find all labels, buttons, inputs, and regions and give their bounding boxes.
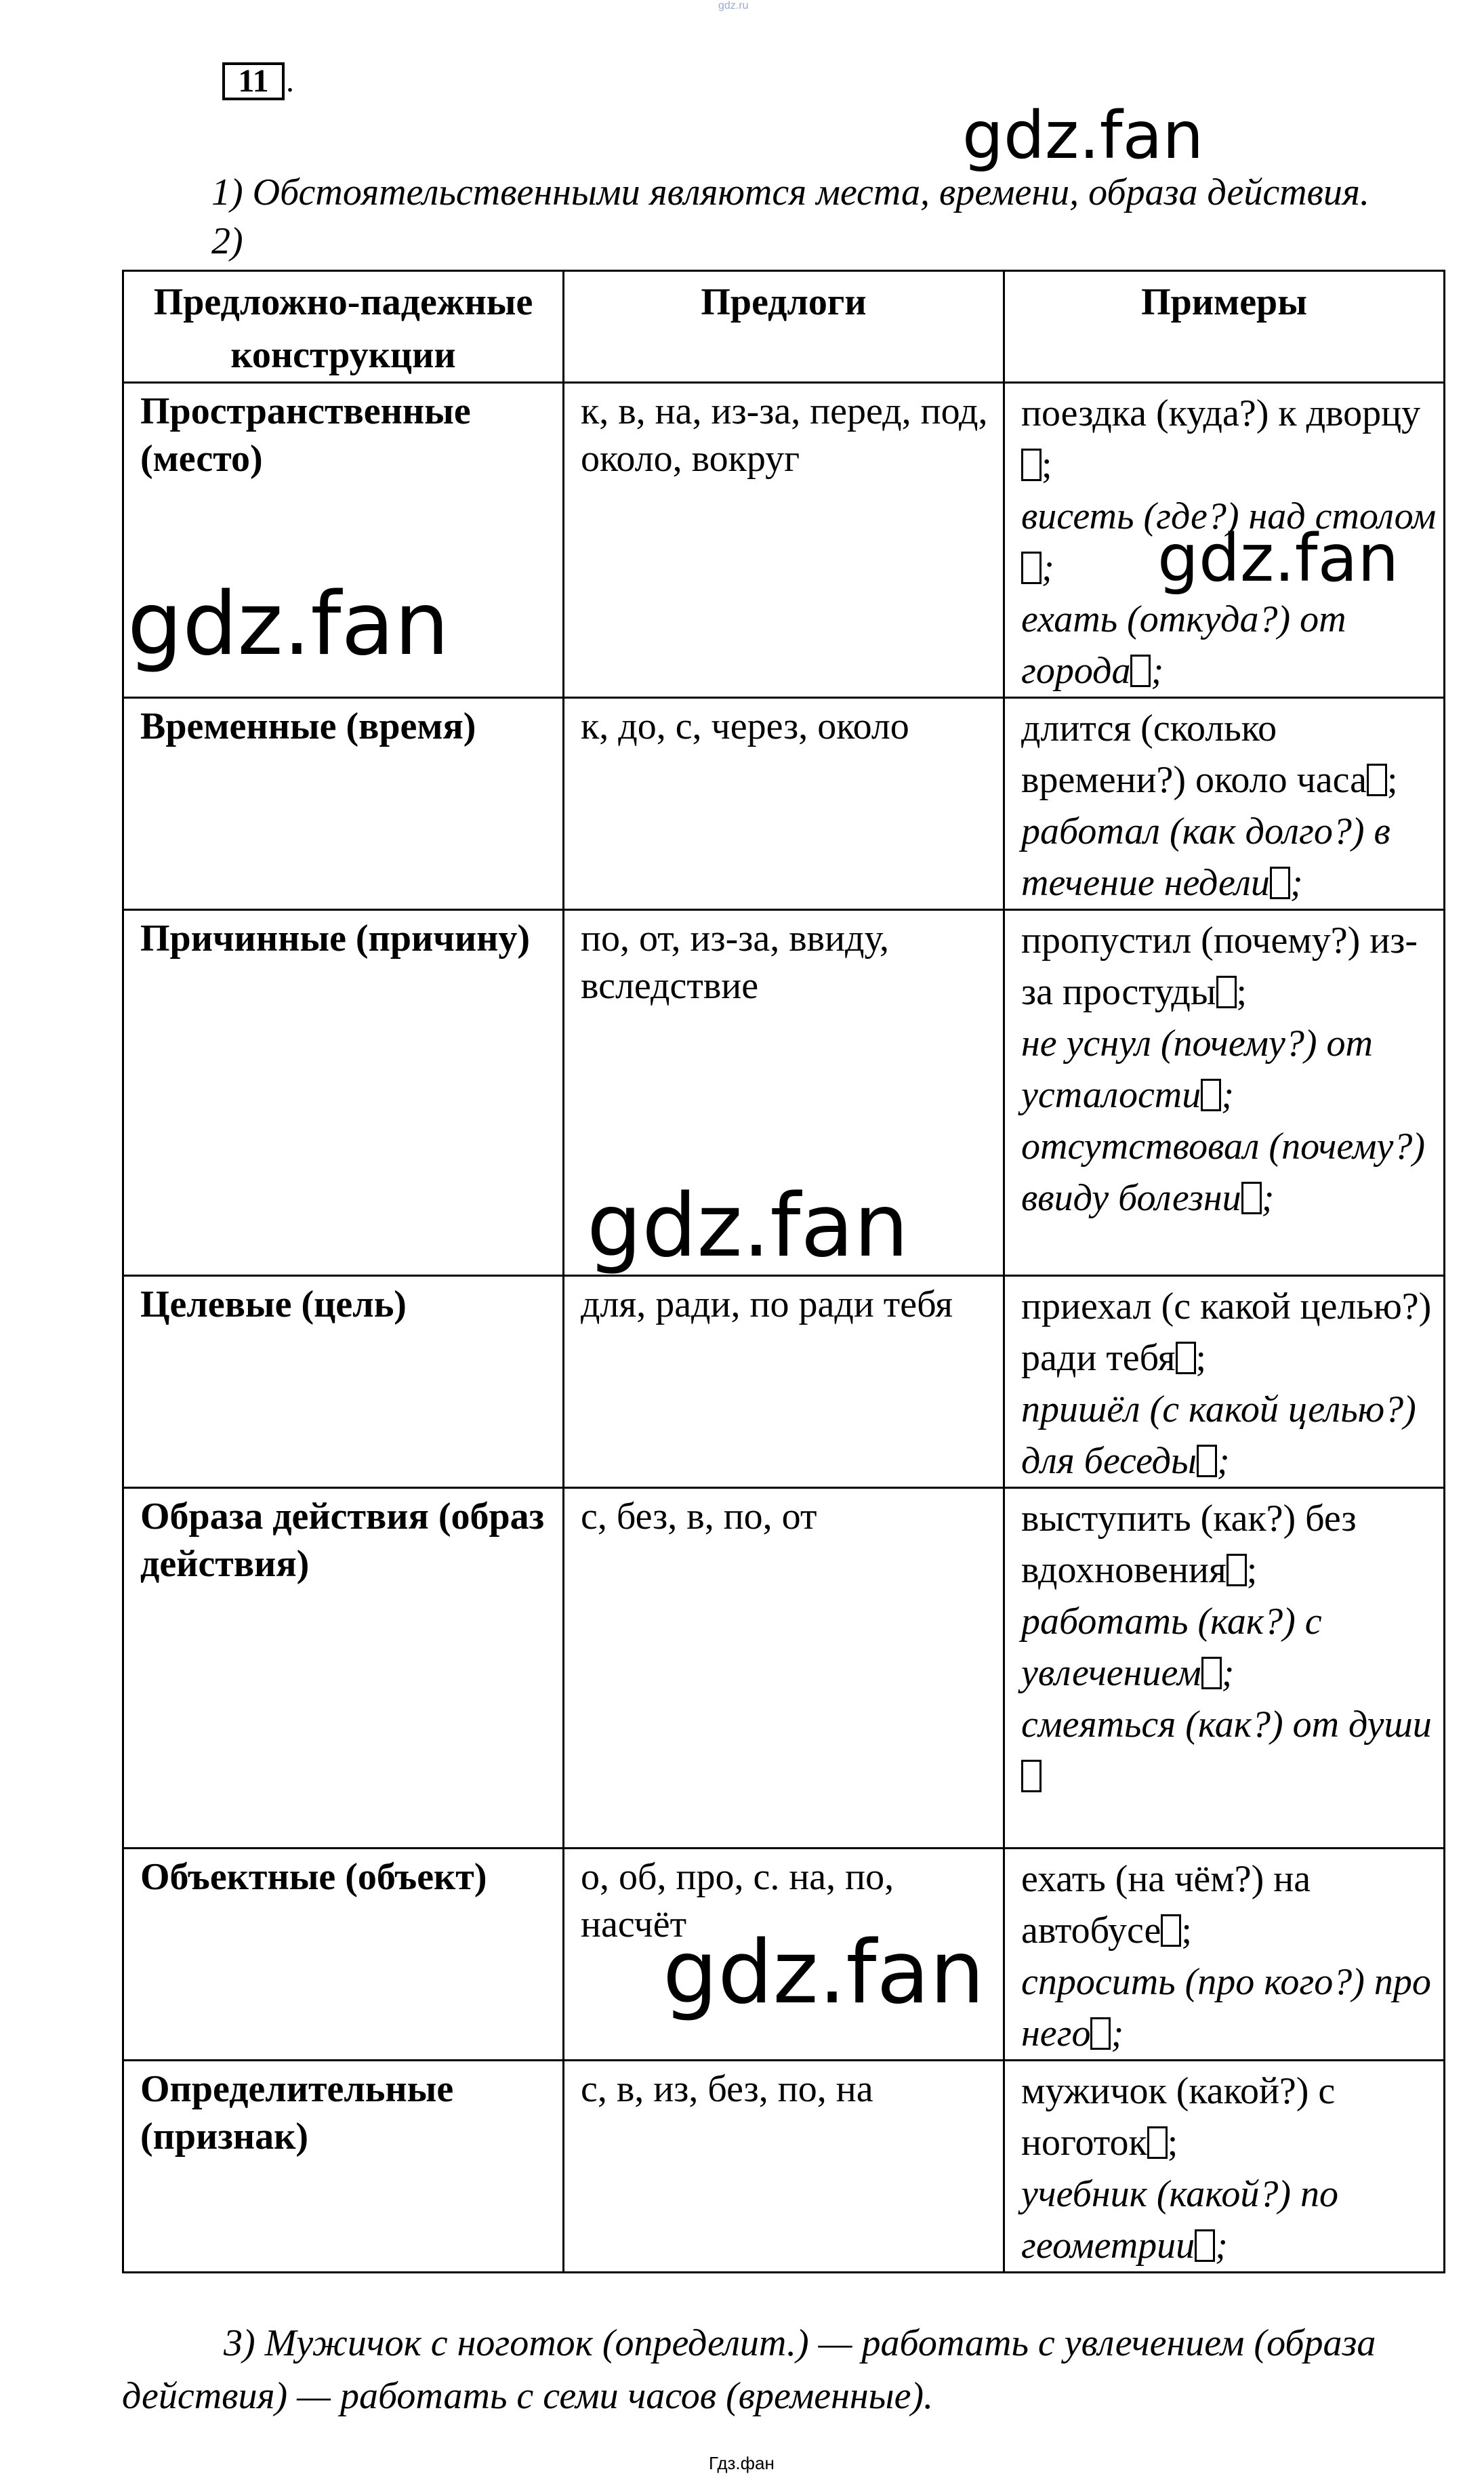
ending-box-icon xyxy=(1130,655,1151,687)
example-text: отсутствовал (почему?) ввиду болезни xyxy=(1021,1126,1426,1219)
examples-cell xyxy=(1004,1488,1445,1849)
example xyxy=(1021,388,1437,491)
task-number: 11 xyxy=(222,62,285,100)
ending-box-icon xyxy=(1147,2126,1168,2159)
example-text: работать (как?) с увлечением xyxy=(1021,1601,1322,1694)
example xyxy=(1021,806,1437,909)
watermark: gdz.fan xyxy=(663,1922,985,2023)
example xyxy=(1021,1956,1437,2059)
ending-box-icon xyxy=(1021,552,1042,584)
example xyxy=(1021,1121,1437,1224)
prepositions-cell: с, в, из, без, по, на xyxy=(564,2061,1004,2273)
example-text: работал (как долго?) в течение недели xyxy=(1021,810,1390,904)
construction-type: Временные (время) xyxy=(123,698,564,910)
example-end: ; xyxy=(1042,547,1054,589)
answer-point-3-line-2: действия) — работать с семи часов (временные). xyxy=(122,2375,934,2417)
example-text: не уснул (почему?) от усталости xyxy=(1021,1023,1373,1116)
construction-type: Объектные (объект) xyxy=(123,1849,564,2061)
example xyxy=(1021,2065,1437,2168)
example xyxy=(1021,1281,1437,1384)
example xyxy=(1021,1384,1437,1487)
example-text: выступить (как?) без вдохновения xyxy=(1021,1498,1357,1591)
ending-box-icon xyxy=(1241,1182,1262,1214)
example-end: ; xyxy=(1236,971,1248,1013)
example-text: приехал (с какой целью?) ради тебя xyxy=(1021,1285,1432,1379)
ending-box-icon xyxy=(1021,449,1042,481)
answer-point-2: 2) xyxy=(211,220,243,262)
example-end: ; xyxy=(1216,1440,1230,1482)
table-row xyxy=(123,698,1445,910)
prepositions-cell: к, до, с, через, около xyxy=(564,698,1004,910)
ending-box-icon xyxy=(1216,976,1237,1008)
example-end: ; xyxy=(1181,1910,1192,1952)
ending-box-icon xyxy=(1161,1914,1181,1947)
header-prepositions: Предлоги xyxy=(564,271,1004,383)
example-end: ; xyxy=(1151,650,1164,692)
examples-cell xyxy=(1004,1276,1445,1488)
example-text: пропустил (почему?) из-за простуды xyxy=(1021,920,1418,1013)
header-constructions: Предложно-падежные конструкции xyxy=(123,271,564,383)
watermark: gdz.fan xyxy=(962,98,1204,173)
example-text: поездка (куда?) к дворцу xyxy=(1021,392,1421,434)
ending-box-icon xyxy=(1176,1342,1196,1374)
watermark: gdz.fan xyxy=(1157,520,1399,596)
ending-box-icon xyxy=(1201,1657,1222,1689)
example-text: висеть (где?) над столом xyxy=(1021,495,1437,537)
example-text: длится (сколько времени?) около часа xyxy=(1021,707,1367,801)
examples-cell xyxy=(1004,2061,1445,2273)
construction-type: Причинные (причину) xyxy=(123,910,564,1276)
ending-box-icon xyxy=(1201,1079,1221,1111)
example-end: ; xyxy=(1387,759,1398,801)
example-end: ; xyxy=(1246,1549,1258,1591)
top-mark: gdz.ru xyxy=(718,0,749,12)
ending-box-icon xyxy=(1021,1760,1042,1792)
table-row xyxy=(123,2061,1445,2273)
watermark: gdz.fan xyxy=(587,1176,909,1277)
example xyxy=(1021,1493,1437,1596)
ending-box-icon xyxy=(1195,2229,1215,2262)
answer-point-3-line-1: 3) Мужичок с ноготок (определит.) — работать с увлечением (образа xyxy=(224,2322,1376,2364)
example xyxy=(1021,2168,1437,2271)
example-text: мужичок (какой?) с ноготок xyxy=(1021,2070,1336,2164)
example xyxy=(1021,703,1437,806)
prepositions-cell: по, от, из-за, ввиду, вследствие xyxy=(564,910,1004,1276)
ending-box-icon xyxy=(1090,2017,1111,2050)
example-text: смеяться (как?) от души xyxy=(1021,1704,1432,1746)
example-end: ; xyxy=(1290,862,1303,904)
example-end: ; xyxy=(1261,1177,1275,1219)
example-end: ; xyxy=(1042,444,1052,486)
ending-box-icon xyxy=(1270,867,1290,899)
ending-box-icon xyxy=(1227,1554,1247,1586)
prepositions-cell: для, ради, по ради тебя xyxy=(564,1276,1004,1488)
example xyxy=(1021,1699,1437,1802)
example-text: учебник (какой?) по геометрии xyxy=(1021,2173,1338,2267)
ending-box-icon xyxy=(1367,764,1387,796)
example xyxy=(1021,1018,1437,1121)
watermark: gdz.fan xyxy=(127,574,449,675)
construction-type: Определительные (признак) xyxy=(123,2061,564,2273)
construction-type: Пространственные (место) xyxy=(123,383,564,698)
prepositions-cell: с, без, в, по, от xyxy=(564,1488,1004,1849)
example-end: ; xyxy=(1195,1337,1207,1379)
example-text: ехать (на чём?) на автобусе xyxy=(1021,1858,1311,1952)
example-end: ; xyxy=(1221,1652,1235,1694)
examples-cell xyxy=(1004,910,1445,1276)
answer-point-1: 1) Обстоятельственными являются места, времени, образа действия. xyxy=(211,171,1369,213)
table-row xyxy=(123,1488,1445,1849)
header-examples: Примеры xyxy=(1004,271,1445,383)
example-text: пришёл (с какой целью?) для беседы xyxy=(1021,1388,1416,1482)
example xyxy=(1021,1596,1437,1699)
example-end: ; xyxy=(1111,2013,1124,2055)
prepositions-cell: к, в, на, из-за, перед, под, около, вокруг xyxy=(564,383,1004,698)
example-end: ; xyxy=(1215,2225,1228,2267)
ending-box-icon xyxy=(1197,1445,1217,1477)
example xyxy=(1021,594,1437,697)
examples-cell xyxy=(1004,698,1445,910)
table-row xyxy=(123,1276,1445,1488)
example-end: ; xyxy=(1167,2122,1178,2164)
page-footer: Гдз.фан xyxy=(709,2453,775,2473)
example-text: ехать (откуда?) от города xyxy=(1021,598,1346,692)
examples-cell xyxy=(1004,1849,1445,2061)
task-number-dot: . xyxy=(286,63,294,99)
example-text: спросить (про кого?) про него xyxy=(1021,1961,1431,2055)
example-end: ; xyxy=(1221,1074,1234,1116)
example xyxy=(1021,915,1437,1018)
prepositions-cell: о, об, про, с. на, по, насчёт xyxy=(564,1849,1004,2061)
example xyxy=(1021,1853,1437,1956)
construction-type: Образа действия (образ действия) xyxy=(123,1488,564,1849)
table-header-row xyxy=(123,271,1445,383)
construction-type: Целевые (цель) xyxy=(123,1276,564,1488)
